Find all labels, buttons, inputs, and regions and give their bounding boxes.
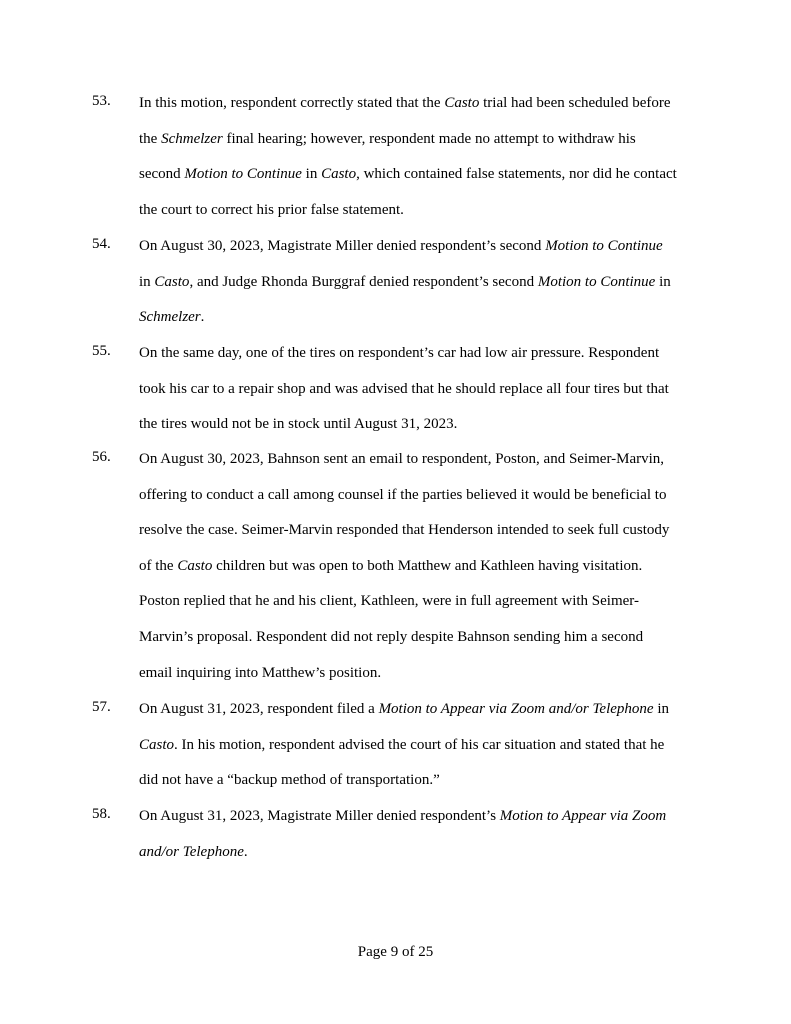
text-line [139, 806, 709, 842]
text-line [139, 307, 709, 343]
text-line [139, 699, 709, 735]
page-number: Page 9 of 25 [357, 944, 434, 960]
text-segment: , and Judge Rhonda Burggraf denied respondent’s second [189, 273, 538, 290]
text-segment: resolve the case. Seimer-Marvin responded that Henderson intended to seek full custody [139, 522, 670, 539]
text-segment: did not have a “backup method of transportation.” [139, 772, 440, 789]
text-line [139, 164, 709, 200]
text-line [139, 93, 709, 129]
text-segment: in [139, 273, 155, 290]
text-segment: , which contained false statements, nor did he contact [356, 166, 677, 183]
text-line [139, 449, 709, 485]
text-segment: In this motion, respondent correctly stated that the [139, 95, 445, 111]
paragraph-text [139, 449, 709, 698]
text-segment: in [655, 273, 671, 290]
text-line [139, 842, 709, 878]
text-segment: email inquiring into Matthew’s position. [139, 664, 382, 681]
text-segment: . In his motion, respondent advised the court of his car situation and stated that he [174, 736, 665, 753]
text-segment: took his car to a repair shop and was advised that he should replace all four tires but that [139, 380, 669, 397]
paragraph-text [139, 806, 709, 877]
paragraph-number: 55. [92, 343, 111, 359]
text-segment: . [243, 843, 248, 860]
paragraph-number: 56. [92, 449, 111, 465]
italic-text-segment: Casto [139, 736, 175, 753]
text-segment: of the [139, 557, 178, 574]
text-segment: children but was open to both Matthew and Kathleen having visitation. [212, 557, 643, 574]
text-line [139, 272, 709, 308]
text-line [139, 663, 709, 699]
italic-text-segment: Casto [444, 95, 480, 111]
italic-text-segment: Casto [177, 557, 213, 574]
text-line [139, 414, 709, 450]
text-segment: On August 30, 2023, Magistrate Miller denied respondent’s second [139, 238, 546, 254]
text-segment: . [200, 309, 205, 326]
text-line [139, 129, 709, 165]
text-segment: second [139, 166, 185, 183]
text-line [139, 236, 709, 272]
text-segment: trial had been scheduled before [479, 95, 671, 111]
text-line [139, 627, 709, 663]
text-line [139, 343, 709, 379]
text-segment: On August 30, 2023, Bahnson sent an email to respondent, Poston, and Seimer-Marvin, [139, 451, 665, 467]
text-segment: On August 31, 2023, respondent filed a [139, 701, 379, 717]
text-segment: Poston replied that he and his client, Kathleen, were in full agreement with Seimer- [139, 593, 639, 610]
text-segment: the tires would not be in stock until August 31, 2023. [139, 416, 458, 433]
italic-text-segment: Motion to Continue [537, 273, 656, 290]
text-line [139, 770, 709, 806]
text-line [139, 379, 709, 415]
text-segment: Marvin’s proposal. Respondent did not reply despite Bahnson sending him a second [139, 628, 644, 645]
text-line [139, 200, 709, 236]
paragraph-number: 58. [92, 806, 111, 822]
paragraph-number: 54. [92, 236, 111, 252]
text-segment: in [653, 701, 669, 717]
text-line [139, 556, 709, 592]
text-segment: On August 31, 2023, Magistrate Miller denied respondent’s [139, 808, 500, 824]
text-segment: the [139, 130, 162, 147]
italic-text-segment: Casto [321, 166, 357, 183]
paragraph-number: 53. [92, 93, 111, 109]
italic-text-segment: Motion to Appear via Zoom [499, 808, 667, 824]
text-segment: final hearing; however, respondent made no attempt to withdraw his [222, 130, 636, 147]
text-segment: in [301, 166, 322, 183]
text-segment: offering to conduct a call among counsel if the parties believed it would be beneficial to [139, 486, 667, 503]
paragraph-text [139, 93, 709, 235]
text-line [139, 520, 709, 556]
italic-text-segment: Motion to Appear via Zoom and/or Telephone [378, 701, 654, 717]
paragraph-text [139, 236, 709, 343]
text-line [139, 735, 709, 771]
text-line [139, 591, 709, 627]
paragraph-text [139, 343, 709, 450]
text-line [139, 485, 709, 521]
italic-text-segment: Motion to Continue [545, 238, 663, 254]
italic-text-segment: Casto [154, 273, 190, 290]
paragraph-text [139, 699, 709, 806]
italic-text-segment: Schmelzer [161, 130, 223, 147]
italic-text-segment: and/or Telephone [139, 843, 244, 860]
text-segment: On the same day, one of the tires on respondent’s car had low air pressure. Respondent [139, 345, 660, 361]
paragraph-number: 57. [92, 699, 111, 715]
text-segment: the court to correct his prior false statement. [139, 201, 404, 218]
italic-text-segment: Schmelzer [139, 309, 201, 326]
italic-text-segment: Motion to Continue [184, 166, 302, 183]
